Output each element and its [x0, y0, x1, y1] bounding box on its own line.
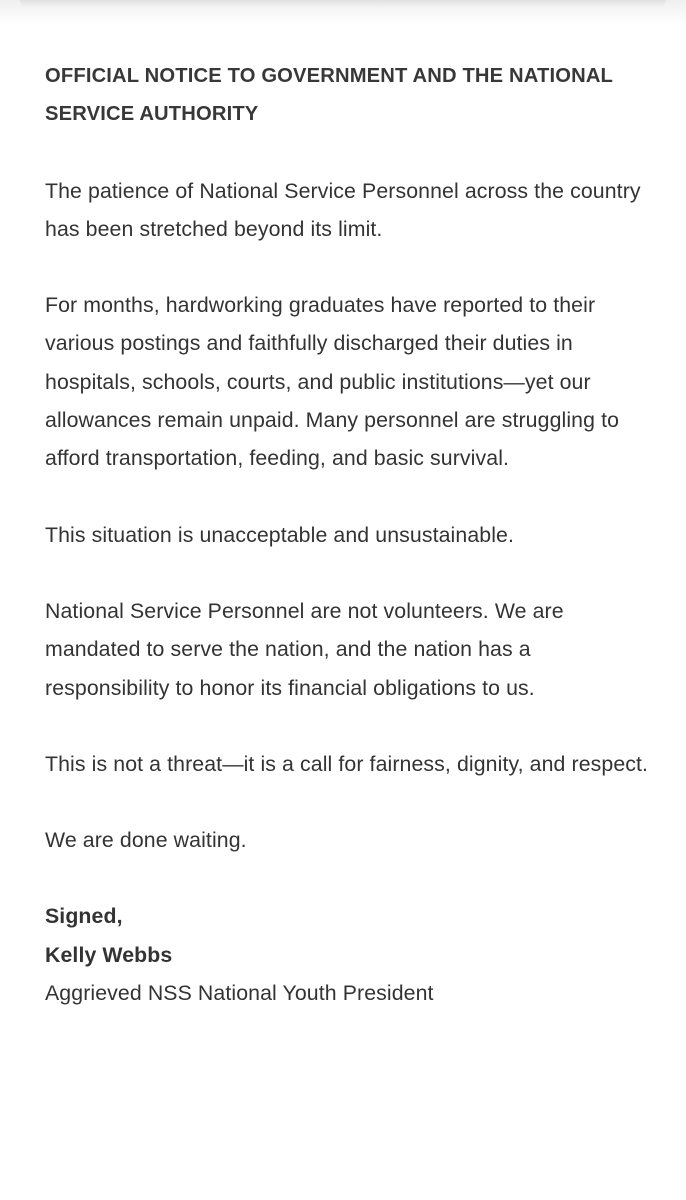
signature-label: Signed, — [45, 904, 123, 929]
notice-paragraph: This is not a threat—it is a call for fairness, dignity, and respect. — [45, 751, 649, 776]
signatory-name: Kelly Webbs — [45, 942, 173, 967]
notice-paragraph: National Service Personnel are not volunteers. We are mandated to serve the nation, and the nation has a responsibility to honor its financial obligations to us. — [45, 598, 564, 700]
notice-paragraph: For months, hardworking graduates have reported to their various postings and faithfully discharged their duties in hospitals, schools, courts, and public institutions—yet our allowances remain unpaid. Many personnel are struggling to afford transportation, feeding, and basic survival. — [45, 293, 620, 471]
top-edge-shadow — [0, 0, 686, 26]
notice-paragraph: This situation is unacceptable and unsustainable. — [45, 522, 515, 547]
signatory-title: Aggrieved NSS National Youth President — [45, 981, 434, 1006]
notice-title: OFFICIAL NOTICE TO GOVERNMENT AND THE NATIONAL SERVICE AUTHORITY — [45, 65, 613, 126]
notice-paragraph: We are done waiting. — [45, 828, 247, 853]
notice-paragraph: The patience of National Service Personnel across the country has been stretched beyond its limit. — [45, 178, 641, 241]
signature-block — [45, 897, 655, 1012]
official-notice-document — [45, 57, 655, 1012]
